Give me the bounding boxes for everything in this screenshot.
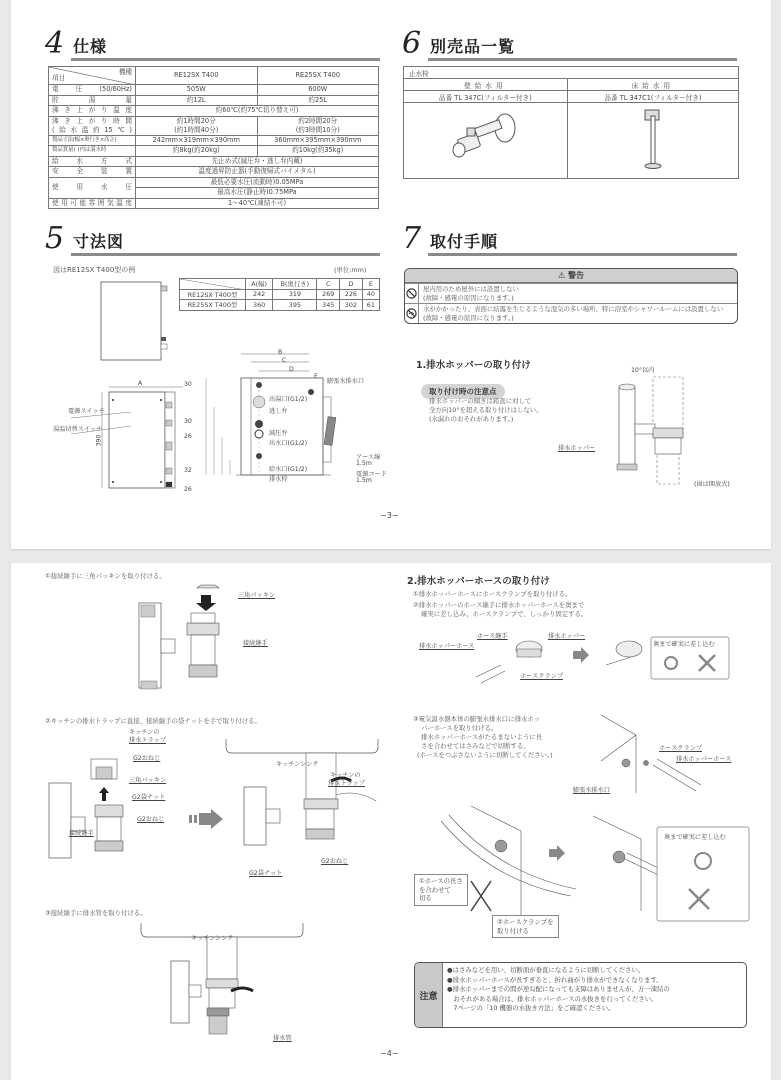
- label-joint: 接続継手: [243, 640, 268, 647]
- sub-step-line: (ホースをつぶさないように切断してください。): [417, 751, 553, 759]
- label-drain-trap: 排水トラップ: [328, 780, 366, 787]
- accessory-category: 止水栓: [404, 67, 739, 79]
- label-dim-e: E: [314, 373, 318, 380]
- spec-row: [49, 167, 379, 178]
- dimension-table: [179, 278, 380, 311]
- section-number: 6: [402, 26, 422, 61]
- front-view-drawing: [71, 382, 201, 512]
- warning-text: [419, 304, 727, 323]
- label-kitchen-sink: キッチンシンク: [276, 761, 319, 768]
- dim-value: 319: [273, 289, 317, 300]
- label-26: 26: [184, 486, 192, 493]
- accessories-table: [403, 66, 739, 179]
- spec-value: 約12L: [136, 95, 258, 106]
- label-relief-valve: 逃し弁: [269, 408, 288, 415]
- section-title: 別売品一覧: [430, 37, 516, 56]
- spec-row: [49, 146, 379, 157]
- spec-value: 1〜40℃(凍結不可): [136, 198, 379, 209]
- note-item: 7ページの「10 機器の水抜き方法」をご確認ください。: [447, 1004, 615, 1012]
- callout-line: を合わせて: [419, 885, 451, 894]
- label-g2-nut: G2袋ナット: [132, 794, 166, 801]
- accessory-part-number: 品番 TL 347C1(フィルター付き): [567, 91, 738, 103]
- accessory-part-number: 品番 TL 347C(フィルター付き): [404, 91, 568, 103]
- wall-valve-figure: [404, 103, 568, 179]
- label-water-inlet: 給水口(G1/2): [269, 466, 308, 473]
- section-title: 寸法図: [73, 232, 125, 251]
- spec-label: [49, 116, 136, 135]
- dim-header: C: [317, 279, 340, 290]
- angle-label: 10°以内: [631, 367, 655, 374]
- page-number: −4−: [380, 1049, 399, 1058]
- dimension-caption: 図はRE12SX T400型の例: [53, 266, 136, 274]
- callout-line: ①ホースの長さ: [419, 877, 463, 885]
- hopper-label: 排水ホッパー: [558, 445, 596, 452]
- step-2-text: ②キッチンの排水トラップに直接、接続継手の袋ナットを手で取り付ける。: [45, 717, 261, 725]
- dim-value: 395: [273, 300, 317, 311]
- figure-note: (図は開放式): [694, 481, 730, 488]
- sub-step-line: パーホースを取り付ける。: [421, 724, 498, 732]
- spec-label: 電圧(50/60Hz): [49, 85, 136, 96]
- page-number: −3−: [380, 511, 399, 520]
- spec-value: 600W: [257, 85, 379, 96]
- section-dimensions-heading: [45, 221, 380, 257]
- warning-box: [404, 268, 738, 324]
- hopper-drawing: [601, 372, 721, 492]
- spec-row: [49, 156, 379, 167]
- spec-label-line: 沸き上がり時間: [52, 116, 132, 125]
- caution-text: [429, 397, 543, 424]
- sub-step-line: 排水ホッパーホースがたるまないように長: [421, 733, 543, 741]
- accessory-type: 壁給水用: [404, 79, 568, 91]
- label-triangle-packing: 三角パッキン: [129, 777, 167, 784]
- spec-value: 温度過昇防止器(手動復帰式バイメタル): [136, 167, 379, 178]
- model-col-1: RE12SX T400: [136, 67, 258, 85]
- dim-header: B(奥行き): [273, 279, 317, 290]
- note-list: [443, 963, 674, 1027]
- callout-attach-clamp: [492, 915, 559, 938]
- label-hopper-hose: 排水ホッパーホース: [419, 643, 475, 650]
- dim-header: A(幅): [246, 279, 273, 290]
- label-insert-fully: 奥まで確実に差し込む: [653, 641, 715, 648]
- spec-row: [49, 95, 379, 106]
- label-joint: 接続継手: [69, 830, 94, 837]
- label-g2-male-thread: G2おねじ: [133, 755, 161, 762]
- sub-step-line: さを合わせてはさみなどで切断する。: [421, 742, 530, 750]
- spec-value: 最高水圧(静止時)0.75MPa: [136, 188, 379, 199]
- label-hose-clamp: ホースクランプ: [659, 745, 703, 752]
- prohibited-icon: [405, 284, 419, 303]
- spec-label: 貯湯量: [49, 95, 136, 106]
- spec-value: 505W: [136, 85, 258, 96]
- label-dim-c: C: [282, 357, 287, 364]
- note-item: ●排水ホッパーまでの間が逆勾配になっても支障はありませんが、万一凍結の: [447, 985, 670, 993]
- spec-value-line: (約3時間10分): [295, 125, 340, 134]
- spec-value: 約25L: [257, 95, 379, 106]
- step1-title: 1.排水ホッパーの取り付け: [416, 360, 531, 371]
- label-g2-male-thread: G2おねじ: [321, 858, 349, 865]
- label-390: 390: [95, 434, 103, 447]
- label-power-cord: 電源コード: [356, 471, 387, 478]
- warning-subline: (故障・感電の原因になります。): [423, 293, 514, 302]
- section-number: 5: [45, 221, 65, 256]
- dim-value: 345: [317, 300, 340, 311]
- spec-label: 製品質量( )内は満水時: [49, 146, 136, 157]
- label-triangle-packing: 三角パッキン: [238, 592, 276, 599]
- caution-line: 排水ホッパーの傾きは鉛直に対して: [429, 397, 532, 405]
- spec-value: 先止め式(減圧弁・逃し弁内蔵): [136, 156, 379, 167]
- note-item: おそれがある場合は、排水ホッパーホースの水抜きを行ってください。: [447, 994, 658, 1003]
- spec-value-line: 約2時間20分: [298, 116, 338, 125]
- dim-header-corner: [180, 279, 246, 290]
- no-water-icon: [405, 304, 419, 323]
- dim-value: 61: [362, 300, 379, 311]
- section-rule: [428, 58, 737, 61]
- spec-row: [49, 106, 379, 117]
- label-g2-male-thread: G2おねじ: [137, 816, 165, 823]
- caution-line: 全方向10°を超える取り付けはしない。: [429, 406, 543, 414]
- label-pressure-valve: 減圧弁: [269, 430, 288, 437]
- label-cord-length: 1.5m: [356, 477, 372, 484]
- spec-value: 約10kg(約35kg): [257, 146, 379, 157]
- spec-value-line: (約1時間40分): [174, 125, 219, 134]
- section-number: 4: [45, 26, 65, 61]
- section-accessories-heading: [402, 26, 737, 62]
- callout-cut-hose: [414, 874, 468, 906]
- sub-step-3: [413, 715, 553, 760]
- header-item: 項目: [52, 74, 66, 82]
- label-drain-trap: 排水トラップ: [129, 737, 167, 744]
- warning-triangle-icon: ⚠: [558, 271, 566, 280]
- spec-value: [257, 116, 379, 135]
- label-dim-d: D: [289, 366, 294, 373]
- top-view-drawing: [101, 282, 171, 362]
- section-rule: [71, 253, 380, 256]
- spec-value: 最低必要水圧(流動時)0.05MPa: [136, 177, 379, 188]
- sub-step-line: ②排水ホッパーのホース継手に排水ホッパーホースを奥まで: [413, 601, 585, 609]
- section-title: 仕様: [73, 37, 108, 56]
- dim-value: 226: [340, 289, 363, 300]
- warning-row: [405, 303, 737, 323]
- packing-joint-drawing: [139, 585, 249, 695]
- note-item: ●排水ホッパーホースが長すぎると、折れ曲がり排水ができなくなります。: [447, 975, 663, 984]
- dim-value: 242: [246, 289, 273, 300]
- label-kitchen: キッチンの: [330, 772, 361, 779]
- dim-value: 40: [362, 289, 379, 300]
- floor-valve-figure: [567, 103, 738, 179]
- dim-model: RE12SX T400型: [180, 289, 246, 300]
- label-hose-joint: ホース継手: [477, 633, 508, 640]
- label-drain-pipe: 排水管: [273, 1035, 292, 1042]
- section-title: 取付手順: [430, 232, 499, 251]
- spec-value: [136, 116, 258, 135]
- spec-value: 約8kg(約20kg): [136, 146, 258, 157]
- label-earth-length: 1.5m: [356, 460, 372, 467]
- sub-step-2: [413, 601, 587, 619]
- dim-header: E: [362, 279, 379, 290]
- section-spec-heading: [45, 26, 380, 62]
- dim-value: 360: [246, 300, 273, 311]
- label-hose-clamp: ホースクランプ: [520, 673, 564, 680]
- sub-step-1: ①排水ホッパーホースにホースクランプを取り付ける。: [413, 590, 572, 598]
- warning-row: [405, 283, 737, 303]
- label-dim-b: B: [278, 349, 283, 356]
- warning-subline: (故障・感電の原因になります。): [423, 313, 514, 322]
- dim-row: [180, 300, 380, 311]
- spec-table: [48, 66, 379, 209]
- spec-row: [49, 198, 379, 209]
- label-dim-a: A: [138, 380, 143, 387]
- label-hot-outlet: 出湯口(G1/2): [269, 396, 308, 403]
- caution-line: (水漏れのおそれがあります。): [429, 415, 514, 423]
- caution-note-box: [414, 962, 747, 1028]
- spec-label: 沸き上がり温度: [49, 106, 136, 117]
- spec-row: [49, 135, 379, 146]
- step-3-text: ③接続継手に排水管を取り付ける。: [45, 909, 147, 917]
- step-1-text: ①接続継手に三角パッキンを取り付ける。: [45, 572, 166, 580]
- label-temp-switch: 湯温切替スイッチ: [53, 426, 103, 433]
- floor-valve-illustration: [633, 108, 673, 172]
- spec-label: 使用可能雰囲気温度: [49, 198, 136, 209]
- spec-value: 360mm×395mm×390mm: [257, 135, 379, 146]
- section-rule: [71, 58, 380, 61]
- callout-line: 切る: [419, 894, 432, 902]
- expansion-outlet-drawing: [601, 713, 751, 793]
- label-hopper: 排水ホッパー: [548, 633, 586, 640]
- label-power-switch: 電源スイッチ: [68, 408, 105, 415]
- warning-line: 水がかかったり、表面に結露を生じるような湿気の多い場所、特に浴室やシャワールームには設置しない: [423, 305, 724, 313]
- label-water-outlet: 出水口(G1/2): [269, 440, 308, 447]
- section-rule: [428, 253, 737, 256]
- spec-row: [49, 116, 379, 135]
- spec-value-line: 約1時間20分: [176, 116, 216, 125]
- model-col-2: RE25SX T400: [257, 67, 379, 85]
- spec-row: [49, 85, 379, 96]
- warning-line: 屋内用のため屋外には設置しない: [423, 285, 519, 293]
- spec-header-corner: [49, 67, 136, 85]
- hose-cutting-drawing: [421, 801, 751, 921]
- dim-row: [180, 289, 380, 300]
- label-earth-wire: アース線: [356, 454, 381, 461]
- caution-pill-label: 取り付け時の注意点: [421, 384, 505, 399]
- label-drain-plug: 排水栓: [269, 476, 288, 483]
- label-26: 26: [184, 433, 192, 440]
- note-item: ●はさみなどを用い、切断面が垂直になるように切断してください。: [447, 966, 645, 974]
- spec-value: 約60℃(約75℃切り替え可): [136, 106, 379, 117]
- label-insert-fully: 奥まで確実に差し込む: [664, 834, 726, 841]
- unit-label: (単位:mm): [334, 266, 367, 274]
- manual-page-4: [11, 563, 771, 1080]
- dim-model: RE25SX T400型: [180, 300, 246, 311]
- label-expansion-outlet: 膨張水排水口: [573, 787, 611, 794]
- label-hopper-hose: 排水ホッパーホース: [676, 756, 732, 763]
- callout-line: ②ホースクランプを: [497, 918, 554, 926]
- spec-label-line: (給水温約15℃): [52, 125, 132, 134]
- warning-title: 警告: [567, 271, 584, 280]
- accessory-type: 床給水用: [567, 79, 738, 91]
- label-g2-nut: G2袋ナット: [249, 870, 283, 877]
- label-30: 30: [184, 381, 192, 388]
- step2-title: 2.排水ホッパーホースの取り付け: [407, 576, 550, 587]
- trap-assembly-right-drawing: [211, 739, 381, 849]
- sub-step-line: 確実に差し込み、ホースクランプで、しっかり固定する。: [421, 610, 588, 618]
- label-32: 32: [184, 467, 192, 474]
- label-kitchen-sink: キッチンシンク: [191, 935, 234, 942]
- warning-text: [419, 284, 523, 303]
- wall-valve-illustration: [445, 110, 525, 170]
- label-expansion-outlet: 膨張水排水口: [327, 378, 365, 385]
- spec-row: [49, 177, 379, 188]
- note-label: 注意: [415, 963, 443, 1027]
- warning-header: [405, 269, 737, 283]
- spec-label: 安全装置: [49, 167, 136, 178]
- caution-pill: [421, 379, 505, 399]
- section-install-heading: [402, 221, 737, 257]
- section-number: 7: [402, 221, 422, 256]
- dim-value: 302: [340, 300, 363, 311]
- label-30: 30: [184, 418, 192, 425]
- dim-value: 269: [317, 289, 340, 300]
- callout-line: 取り付ける: [497, 926, 529, 935]
- spec-label: 使用水圧: [49, 177, 136, 198]
- sub-step-line: ③電気温水器本体の膨張水排水口に排水ホッ: [413, 715, 541, 723]
- spec-label: 製品寸法(幅×奥行き×高さ): [49, 135, 136, 146]
- dim-header: D: [340, 279, 363, 290]
- label-kitchen: キッチンの: [129, 729, 160, 736]
- spec-label: 給水方式: [49, 156, 136, 167]
- header-model: 機種: [118, 68, 132, 76]
- spec-value: 242mm×319mm×390mm: [136, 135, 258, 146]
- manual-page-3: [11, 0, 771, 549]
- trap-assembly-left-drawing: [49, 753, 149, 863]
